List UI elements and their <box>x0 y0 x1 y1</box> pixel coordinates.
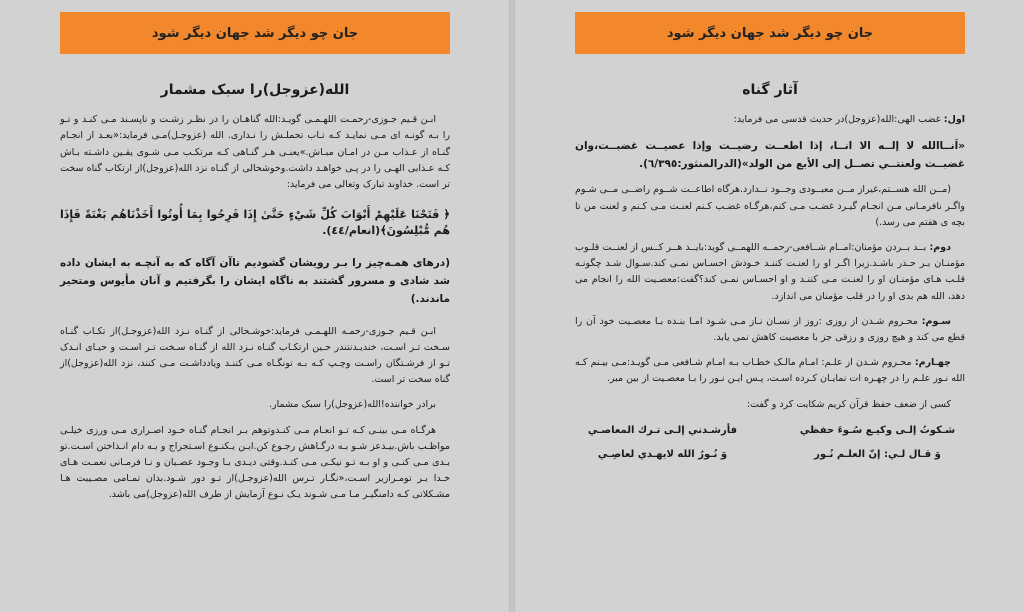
intro-line <box>575 112 965 128</box>
paragraph-5-left: هرگـاه مـی بینـی کـه تـو انعـام مـی کنـدوتوهم بـر انجـام گنـاه خـود اصـراری مـی ورزی خیلـی مواظـب باش.بیـدعز شـو بـه درگـاهش رجـوع کن.ایـن یـکنـوع اسـتجراج و بـه دام انـداختن اسـت.تو بـدی مـی کنـی و او بـه تـو نیکـی مـی کنـد.وقتی دیـدی بـا وجـود عصـیان و نـا فرمـانی نعمـت هـای خـدا بـر تومـرازیر اسـت،«نگـار تـرس الله(عزوجـل)از تـو دور شـود.بدان تمـامی مصـیبت هـا مشـکلاتی کـه دامنگیـر مـا مـی شـوند یـک نـوع آزمایش از طرف الله(عزوجل)می باشد. <box>60 424 450 501</box>
point-2-text: بــد بــردن مؤمنان:امــام شــافعی-رحمــه اللهمــی گوید:بایــد هــر کــس از لعنــت قلـوب مؤمنـان بـر حـذر باشـد.زیرا اگـر او را لعنـت کننـد خـودش احسـاس نمـی کند.سـوال شـد چگونـه قلـب هـای مؤمنـان او را لعنـت مـی کننـد و او احسـاس نمـی کند؟گفت:معصـیت الله را انجام می دهد، الله هم بدی او را در قلب مؤمنان می اندازد. <box>575 242 965 302</box>
point-3-text: محـروم شـدن از روزی :روز از نسـان نـاز مـی شـود امـا بنـده بـا معصـیت خود آن را قطع می کند و هیچ روزی و رزقی جز با معصیت کاهش نمی یابد. <box>575 315 965 344</box>
verse-translation: (درهای همـه‌چیز را بـر رویشان گشودیم تاآن آگاه که به آنچـه به ایشان داده شد شادی و مسرور گشتند به ناگاه ایشان را بگرفتیم و آنان مأیوس ومتحیر ماندند.) <box>60 256 450 305</box>
poem-line: وَ قـال لـي: إنّ العلـم نُـور <box>814 449 941 461</box>
point-4-text: محـروم شـدن از علـم: امـام مالـک خطـاب بـه امـام شـافعی مـی گویـد:مـی بیـنم کـه الله نـور علـم را در چهـره ات نمایـان کـرده اسـت، پـس ایـن نـور را بـا معصـیت از بین مبر. <box>575 357 965 385</box>
point-3-label: سـوم: <box>921 315 952 327</box>
paragraph-3-right <box>575 314 965 346</box>
paragraph-1-left: ابـن قـیم جـوزی-رحمـت اللهـمـی گویـد:الله گناهـان را در نظـر زشـت و ناپسـند مـی کنـد و تـو را بـه گونـه ای مـی نمایـد کـه تـاب تحملـش را نـداری. الله (عزوجـل)مـی فرماید:«بعـد از انجـام گنـاه از عـذاب مـن در امـان مبـاش.»یعنـی هـر گنـاهی کـه مرتکـب مـی شـوی یقـین داشـته بـاش کـه عـذابی الهـی را در پـی خواهـد داشت.وخوشحالی از گنـاه نزد الله(عزوجل)از ارتکاب گناه سخت تر است. خداوند تبارک وتعالی می فرماید: <box>60 114 450 191</box>
left-page <box>0 0 510 612</box>
section-heading-left: الله(عزوجل)را سبک مشمار <box>160 82 350 98</box>
right-page-content <box>575 82 965 463</box>
paragraph-4-left: برادر خواننده!الله(عزوجل)را سبک مشمار. <box>269 399 436 411</box>
page-banner-left: جان چو دیگر شد جهان دیگر شود <box>60 12 450 54</box>
poem-line: وَ نُـورُ الله لايهـدي لعاصِـي <box>597 449 728 461</box>
paragraph-4-right <box>575 355 965 387</box>
intro-text: غضب الهی:الله(عزوجل)در حدیث قدسی می فرماید: <box>733 114 941 126</box>
poem-verses <box>575 423 965 463</box>
poem-line: شـكوتُ إلـى وكيـع سُـوءَ حفظي <box>799 424 956 436</box>
point-4-label: چهـارم: <box>914 357 951 369</box>
poem-line: فأرشـدني إلـى تـرك المعاصـي <box>587 424 738 436</box>
point-2-label: دوم: <box>929 242 951 254</box>
intro-label: اول: <box>943 114 965 126</box>
paragraph-2-right <box>575 240 965 305</box>
page-banner-right: جان چو دیگر شد جهان دیگر شود <box>575 12 965 54</box>
quran-verse: ﴿ فَتَحْنَا عَلَيْهِمْ أَبْوَابَ كُلِّ شَيْءٍ حَتَّىٰ إِذَا فَرِحُوا بِمَا أُوتُوا أَخَذْنَاهُم بَغْتَةً فَإِذَا هُم مُّبْلِسُونَ﴾(انعام/٤٤). <box>60 208 450 238</box>
left-page-content <box>60 82 450 513</box>
hadith-text: «اَنــاالله لا إلــه الا انــا، إذا اطعــت رضيــت وإذا عصيــت غضبــت،وان غضبــت ولعنتــي تصــل إلى الأبع من الولد»(الدرالمنثور:٦/٣٩٥). <box>575 140 965 171</box>
paragraph-5-right: کسی از ضعف حفظ قرآن کریم شکایت کرد و گفت: <box>746 398 951 410</box>
paragraph-3-left: ابـن قـیم جـوزی-رحمـه اللهـمـی فرماید:خوشـحالی از گنـاه نـزد الله(عزوجـل)از تکـاب گنـاه سـخت تـر اسـت، خندیـدنتندر حـین ارتکـاب گنـاه نـزد الله از گنـاه سـخت تـر اسـت و حیـای انـدک تـو از فرشـتگان راسـت وچـپ کـه بـه تونگـاه مـی کننـد ویادداشـت مـی کنند، نزد الله(عزوجل)از گناه سخت تر است. <box>60 325 450 386</box>
section-heading-right: آثار گناه <box>742 82 798 98</box>
right-page <box>514 0 1024 612</box>
paragraph-1-right: (مــن الله هســتم،غیراز مــن معبــودی وجــود نــدارد.هرگاه اطاعــت شــوم راضــی مــی شـوم واگـر نافرمـانی مـن انجـام گیـرد غضـب مـی کنم،هرگـاه غضـب کـنم لعنـت مـی کـنم و لعنت من تا بچه ی هفتم می رسد.) <box>575 184 965 228</box>
